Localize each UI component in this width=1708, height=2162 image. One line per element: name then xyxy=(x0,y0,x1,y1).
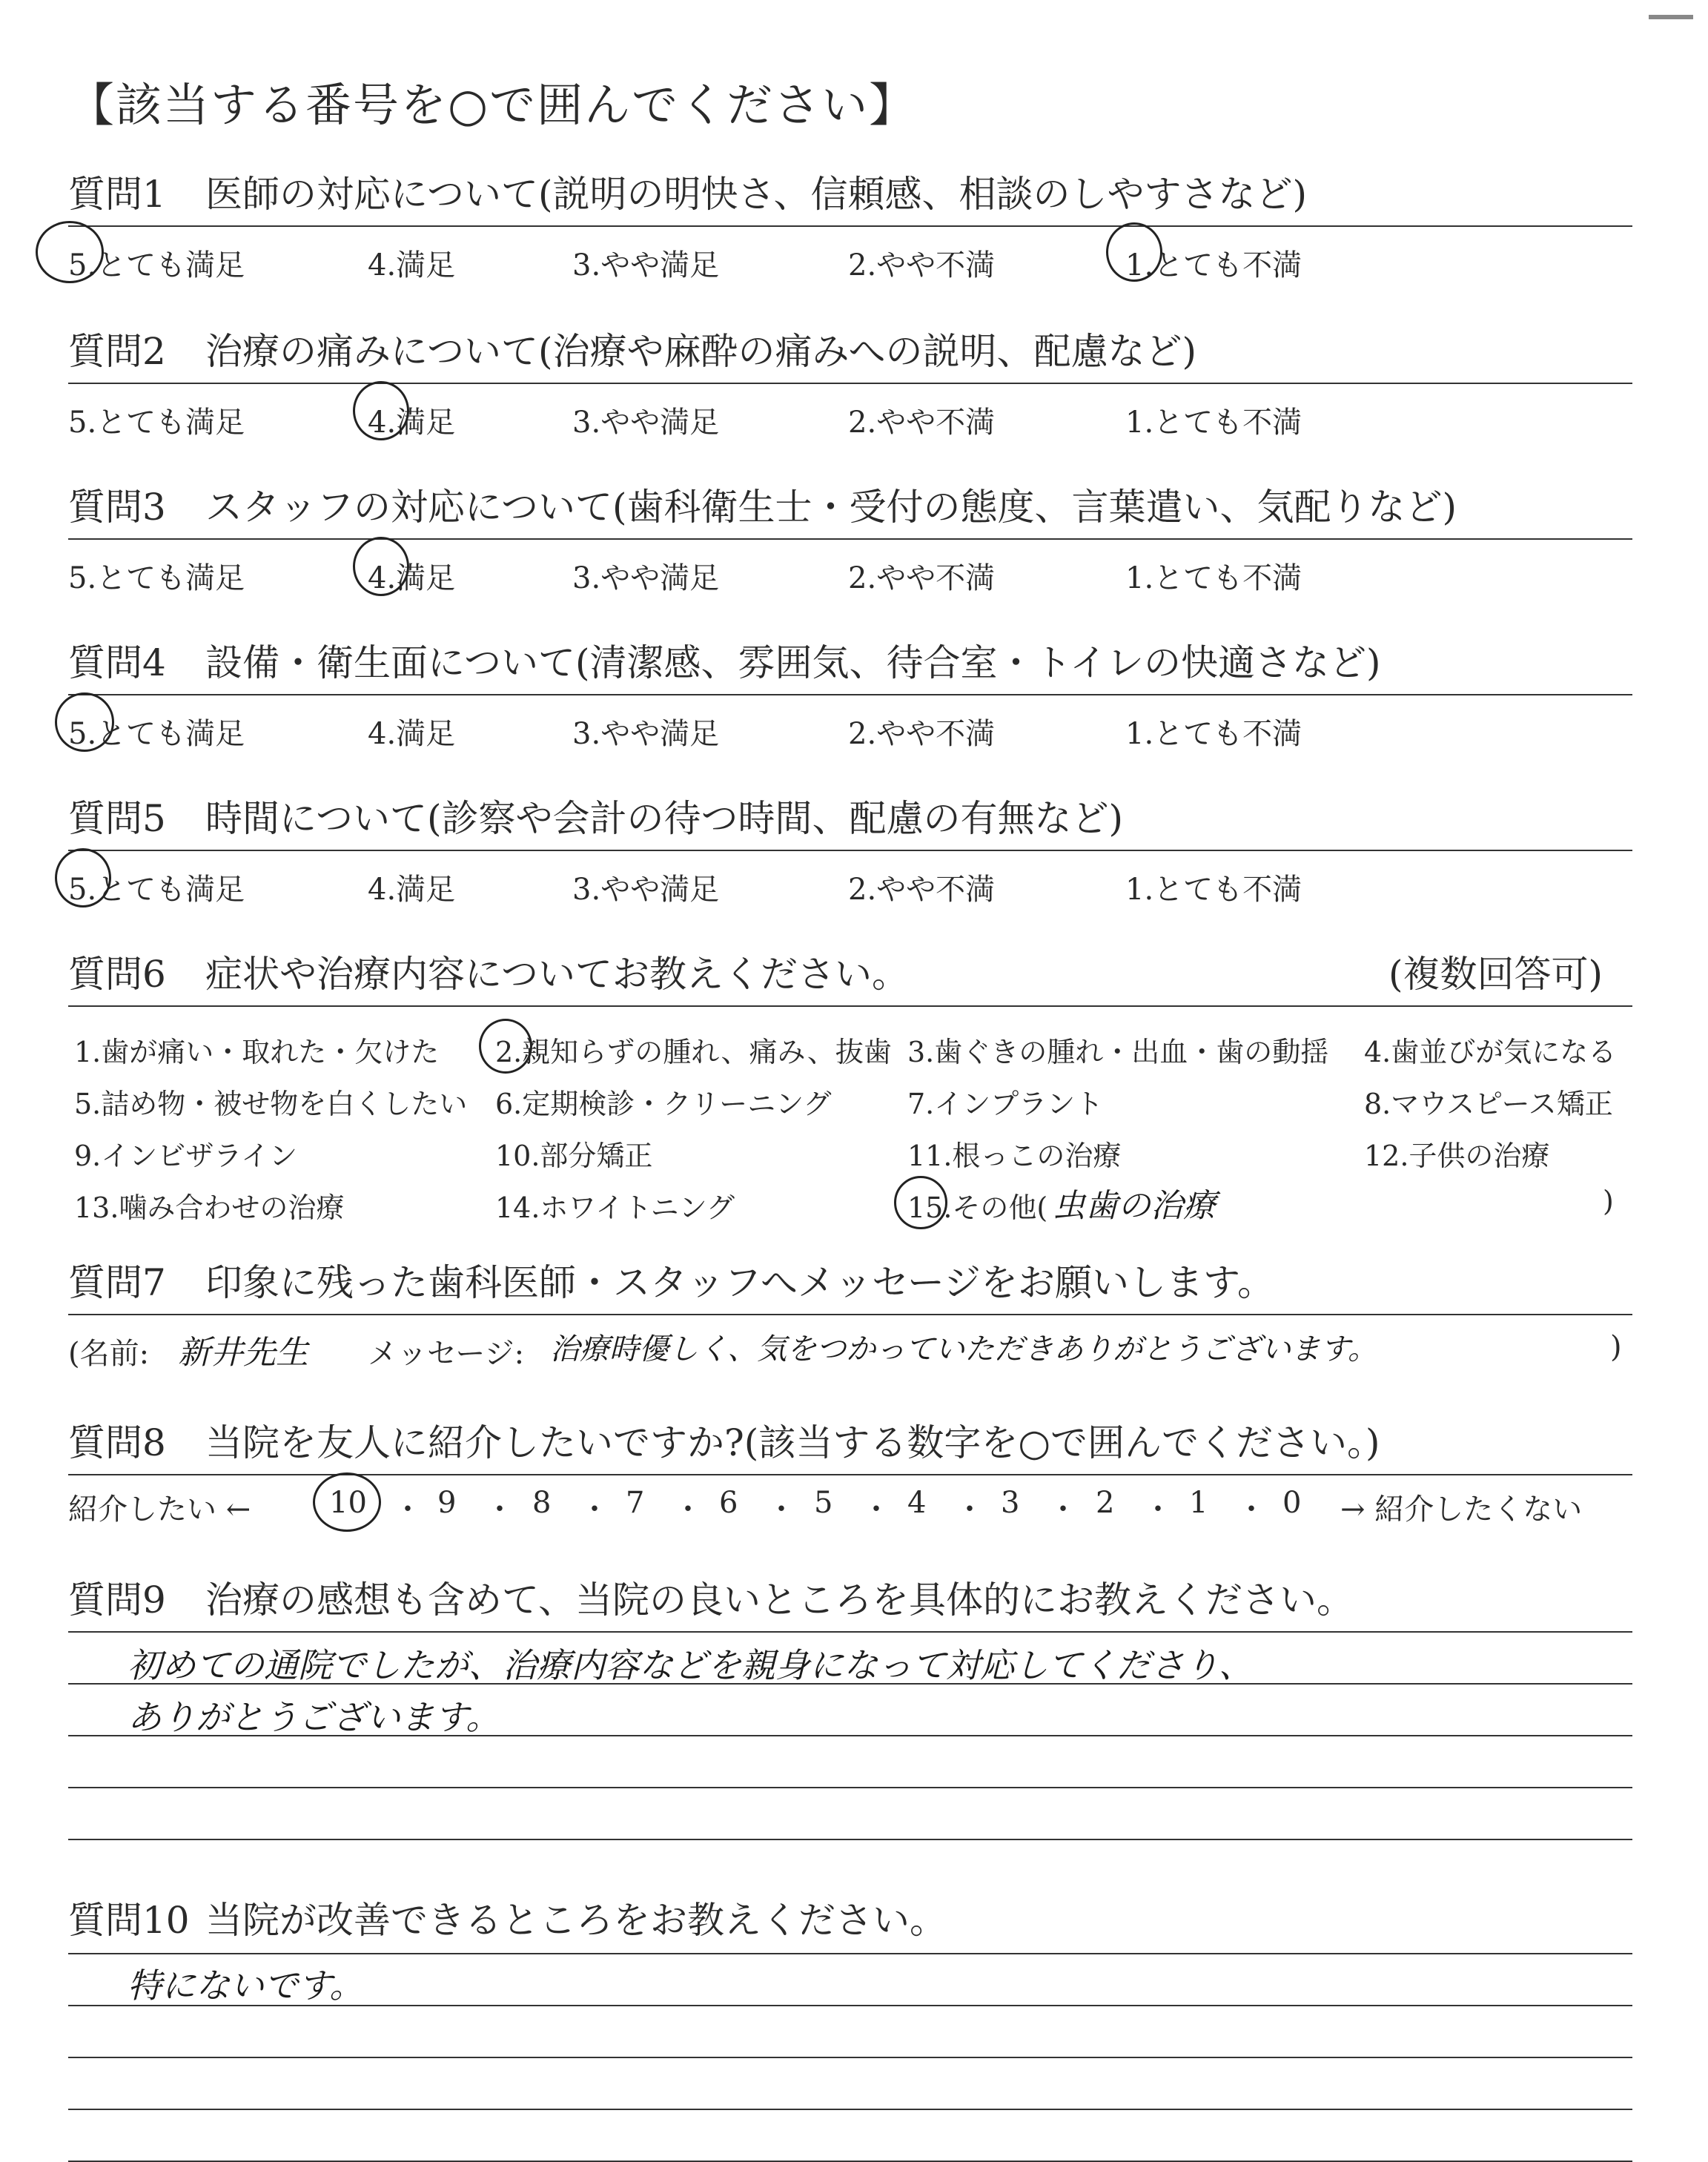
question-3 xyxy=(68,477,1632,595)
message-label: メッセージ: xyxy=(368,1337,525,1371)
question-9-title: 質問9 治療の感想も含めて、当院の良いところを具体的にお教えください。 xyxy=(68,1578,1354,1622)
symptom-option[interactable]: 1.歯が痛い・取れた・欠けた xyxy=(74,1036,440,1068)
option-2[interactable]: 2.やや不満 xyxy=(848,561,996,595)
symptom-option[interactable]: 6.定期検診・クリーニング xyxy=(495,1088,832,1120)
scale-dot: ・ xyxy=(393,1492,423,1527)
scan-mark xyxy=(1649,15,1693,19)
scale-10[interactable]: 10 xyxy=(329,1486,367,1520)
selection-circle xyxy=(55,692,114,752)
selection-circle xyxy=(353,537,409,596)
scale-dot: ・ xyxy=(1143,1492,1173,1527)
answer-line xyxy=(68,1839,1632,1840)
question-4 xyxy=(68,633,1632,751)
option-5[interactable]: 5.とても満足 xyxy=(68,561,245,595)
question-8 xyxy=(68,1413,1632,1527)
symptom-option[interactable]: 2.親知らずの腫れ、痛み、抜歯 xyxy=(495,1036,892,1068)
selection-circle xyxy=(313,1472,381,1532)
question-7-title: 質問7 印象に残った歯科医師・スタッフへメッセージをお願いします。 xyxy=(68,1261,1274,1304)
option-4[interactable]: 4.満足 xyxy=(368,406,456,440)
question-5-title: 質問5 時間について(診察や会計の待つ時間、配慮の有無など) xyxy=(68,797,1124,840)
answer-line xyxy=(68,1953,1632,1954)
question-7 xyxy=(68,1253,1632,1373)
option-4[interactable]: 4.満足 xyxy=(368,717,456,751)
question-3-title: 質問3 スタッフの対応について(歯科衛生士・受付の態度、言葉遣い、気配りなど) xyxy=(68,486,1457,529)
scale-dot: ・ xyxy=(955,1492,984,1527)
question-5 xyxy=(68,789,1632,907)
divider xyxy=(68,538,1632,540)
answer-line xyxy=(68,1631,1632,1633)
symptom-option[interactable]: 3.歯ぐきの腫れ・出血・歯の動揺 xyxy=(907,1036,1329,1068)
question-2 xyxy=(68,322,1632,440)
selection-circle xyxy=(479,1019,532,1074)
instruction-header: 【該当する番号を○で囲んでください】 xyxy=(68,78,917,132)
symptom-option[interactable]: 7.インプラント xyxy=(907,1088,1104,1120)
question-1-title: 質問1 医師の対応について(説明の明快さ、信頼感、相談のしやすさなど) xyxy=(68,173,1308,216)
selection-circle xyxy=(894,1176,947,1229)
name-label: (名前: xyxy=(68,1337,150,1371)
divider xyxy=(68,850,1632,851)
symptom-option[interactable]: 4.歯並びが気になる xyxy=(1364,1036,1617,1068)
scale-dot: ・ xyxy=(1237,1492,1266,1527)
option-2[interactable]: 2.やや不満 xyxy=(848,248,996,282)
option-1[interactable]: 1.とても不満 xyxy=(1125,873,1302,907)
selection-circle xyxy=(36,221,104,283)
divider xyxy=(68,383,1632,384)
scale-dot: ・ xyxy=(673,1492,703,1527)
symptom-option[interactable]: 13.噛み合わせの治療 xyxy=(74,1191,345,1224)
divider xyxy=(68,1005,1632,1007)
scale-dot: ・ xyxy=(1048,1492,1078,1527)
answer-line xyxy=(68,2057,1632,2058)
scale-7[interactable]: 7 xyxy=(626,1486,645,1520)
option-3[interactable]: 3.やや満足 xyxy=(572,717,720,751)
option-5[interactable]: 5.とても満足 xyxy=(68,873,245,907)
selection-circle xyxy=(55,848,111,908)
question-6-title: 質問6 症状や治療内容についてお教えください。 (複数回答可) xyxy=(68,945,1632,998)
question-2-title: 質問2 治療の痛みについて(治療や麻酔の痛みへの説明、配慮など) xyxy=(68,330,1197,373)
scale-1[interactable]: 1 xyxy=(1189,1486,1208,1520)
answer-text-line-1: 初めての通院でしたが、治療内容などを親身になって対応してくださり、 xyxy=(128,1645,1253,1685)
scale-dot: ・ xyxy=(861,1492,891,1527)
symptom-option[interactable]: 11.根っこの治療 xyxy=(907,1140,1122,1172)
option-5[interactable]: 5.とても満足 xyxy=(68,406,245,440)
recommend-left-label: 紹介したい ← xyxy=(68,1492,251,1527)
question-1 xyxy=(68,165,1632,282)
symptom-option[interactable]: 9.インビザライン xyxy=(74,1140,298,1172)
question-4-title: 質問4 設備・衛生面について(清潔感、雰囲気、待合室・トイレの快適さなど) xyxy=(68,641,1381,684)
multiple-answer-note: (複数回答可) xyxy=(1388,953,1603,996)
option-1[interactable]: 1.とても不満 xyxy=(1125,406,1302,440)
message-value: 治療時優しく、気をつかっていただきありがとうございます。 xyxy=(550,1332,1377,1366)
scale-dot: ・ xyxy=(485,1492,514,1527)
option-4[interactable]: 4.満足 xyxy=(368,561,456,595)
rating-options xyxy=(68,700,1632,751)
symptom-option[interactable]: 12.子供の治療 xyxy=(1364,1140,1550,1172)
scale-5[interactable]: 5 xyxy=(814,1486,833,1520)
option-2[interactable]: 2.やや不満 xyxy=(848,406,996,440)
option-3[interactable]: 3.やや満足 xyxy=(572,561,720,595)
option-4[interactable]: 4.満足 xyxy=(368,873,456,907)
rating-options xyxy=(68,544,1632,595)
option-2[interactable]: 2.やや不満 xyxy=(848,717,996,751)
option-4[interactable]: 4.満足 xyxy=(368,248,456,282)
rating-options xyxy=(68,389,1632,440)
question-9 xyxy=(68,1570,1632,1831)
scale-9[interactable]: 9 xyxy=(437,1486,457,1520)
scale-3[interactable]: 3 xyxy=(1001,1486,1020,1520)
answer-line xyxy=(68,1787,1632,1788)
message-close-paren: ) xyxy=(1610,1330,1622,1364)
answer-lines xyxy=(68,1944,1632,2159)
recommend-scale xyxy=(68,1475,1632,1527)
message-row xyxy=(68,1320,1632,1373)
symptom-options xyxy=(68,1013,1632,1235)
scale-dot: ・ xyxy=(580,1492,609,1527)
divider xyxy=(68,225,1632,227)
rating-options xyxy=(68,856,1632,907)
scale-4[interactable]: 4 xyxy=(907,1486,927,1520)
scale-0[interactable]: 0 xyxy=(1282,1486,1302,1520)
option-5[interactable]: 5.とても満足 xyxy=(68,248,245,282)
other-close-paren: ) xyxy=(1603,1185,1614,1217)
rating-options xyxy=(68,231,1632,282)
selection-circle xyxy=(1106,222,1162,282)
scale-8[interactable]: 8 xyxy=(532,1486,552,1520)
scale-dot: ・ xyxy=(767,1492,796,1527)
question-10 xyxy=(68,1891,1632,2159)
answer-lines xyxy=(68,1624,1632,1831)
symptom-option[interactable]: 10.部分矯正 xyxy=(495,1140,653,1172)
question-6 xyxy=(68,945,1632,1235)
option-1[interactable]: 1.とても不満 xyxy=(1125,561,1302,595)
option-2[interactable]: 2.やや不満 xyxy=(848,873,996,907)
option-1[interactable]: 1.とても不満 xyxy=(1125,717,1302,751)
name-value: 新井先生 xyxy=(178,1334,308,1372)
symptom-option[interactable]: 5.詰め物・被せ物を白くしたい xyxy=(74,1088,468,1120)
option-5[interactable]: 5.とても満足 xyxy=(68,717,245,751)
answer-line xyxy=(68,2109,1632,2110)
other-handwritten-text: 虫歯の治療 xyxy=(1053,1187,1216,1225)
question-10-title: 質問10 当院が改善できるところをお教えください。 xyxy=(68,1899,947,1942)
divider xyxy=(68,1314,1632,1315)
symptom-option[interactable]: 14.ホワイトニング xyxy=(495,1191,735,1224)
symptom-option-other[interactable]: 15.その他( xyxy=(907,1191,1048,1224)
selection-circle xyxy=(353,381,409,440)
option-1[interactable]: 1.とても不満 xyxy=(1125,248,1302,282)
answer-text-line-2: ありがとうございます。 xyxy=(128,1697,500,1737)
divider xyxy=(68,694,1632,695)
option-3[interactable]: 3.やや満足 xyxy=(572,873,720,907)
symptom-option[interactable]: 8.マウスピース矯正 xyxy=(1364,1088,1613,1120)
scale-6[interactable]: 6 xyxy=(719,1486,738,1520)
answer-text-line-1: 特にないです。 xyxy=(128,1966,364,2006)
option-3[interactable]: 3.やや満足 xyxy=(572,406,720,440)
question-8-title: 質問8 当院を友人に紹介したいですか?(該当する数字を○で囲んでください。) xyxy=(68,1421,1380,1464)
option-3[interactable]: 3.やや満足 xyxy=(572,248,720,282)
scale-2[interactable]: 2 xyxy=(1096,1486,1115,1520)
recommend-right-label: → 紹介したくない xyxy=(1340,1492,1583,1527)
